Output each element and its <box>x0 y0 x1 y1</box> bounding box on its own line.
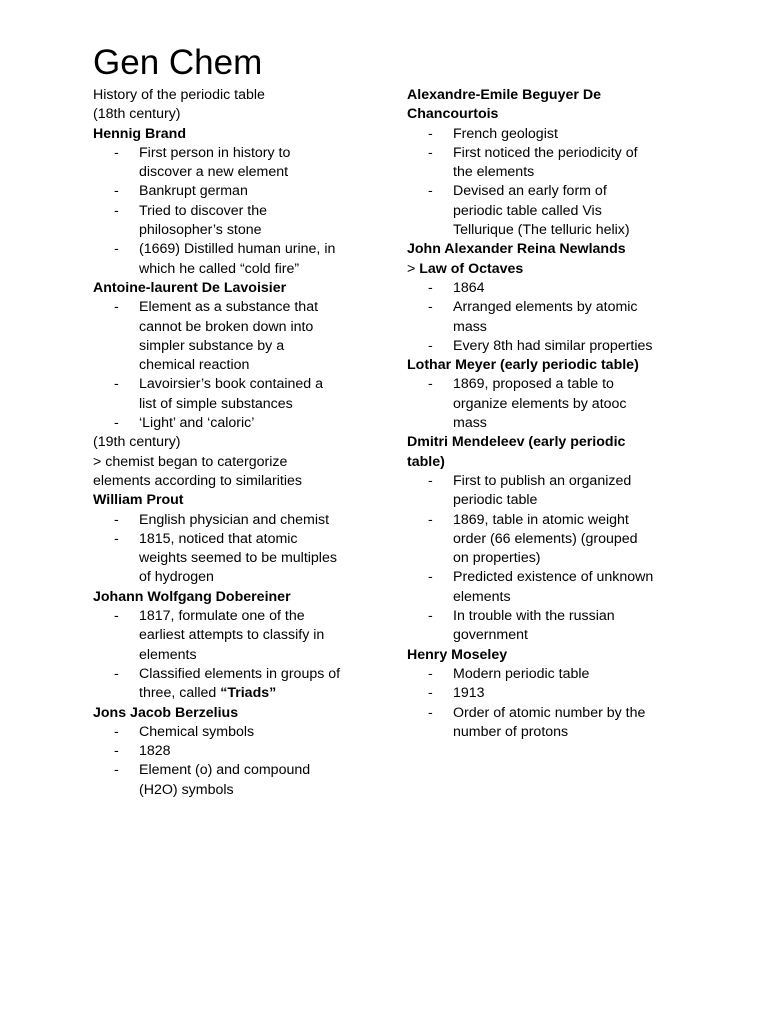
list-item-text: earliest attempts to classify in <box>139 627 325 644</box>
note-text: > chemist began to catergorize <box>93 453 288 470</box>
bullet-dash: - <box>114 299 119 316</box>
bullet-dash: - <box>114 415 119 432</box>
list-item-text: mass <box>453 415 487 432</box>
list-item-text: periodic table called Vis <box>453 202 602 219</box>
list-item <box>93 511 393 530</box>
list-item <box>407 182 707 240</box>
list-item <box>93 761 393 800</box>
bullet-dash: - <box>428 569 433 586</box>
bullet-dash: - <box>114 743 119 760</box>
list-item-text: order (66 elements) (grouped <box>453 530 638 547</box>
bullet-dash: - <box>428 665 433 682</box>
list-item-text: Devised an early form of <box>453 183 607 200</box>
note-line <box>407 260 707 279</box>
list-item <box>407 684 707 703</box>
list-item-text: Predicted existence of unknown <box>453 569 654 586</box>
list-item-text: weights seemed to be multiples <box>139 550 337 567</box>
list-item <box>407 337 707 356</box>
list-item-text: simpler substance by a <box>139 337 285 354</box>
bullet-dash: - <box>114 723 119 740</box>
list-item <box>93 414 393 433</box>
list-item <box>407 125 707 144</box>
bullet-dash: - <box>428 125 433 142</box>
bullet-dash: - <box>114 665 119 682</box>
list-item-text: Element as a substance that <box>139 299 319 316</box>
bullet-dash: - <box>428 279 433 296</box>
list-item-text: First to publish an organized <box>453 472 632 489</box>
list-item <box>93 202 393 241</box>
list-item <box>407 665 707 684</box>
page-title: Gen Chem <box>93 43 263 82</box>
bullet-dash: - <box>428 685 433 702</box>
list-item-text: First person in history to <box>139 144 291 161</box>
list-item-text: First noticed the periodicity of <box>453 144 638 161</box>
note-text: (18th century) <box>93 106 181 123</box>
bullet-dash: - <box>428 183 433 200</box>
list-item <box>407 298 707 337</box>
list-item-text: discover a new element <box>139 164 289 181</box>
list-item-text: ‘Light’ and ‘caloric’ <box>139 415 255 432</box>
bullet-dash: - <box>114 530 119 547</box>
list-item-text: Arranged elements by atomic <box>453 299 638 316</box>
note-text: (19th century) <box>93 434 181 451</box>
list-item-text: Order of atomic number by the <box>453 704 646 721</box>
list-item-text: Tellurique (The telluric helix) <box>453 222 630 239</box>
list-item-text: three, called <box>139 685 221 702</box>
list-item <box>407 511 707 569</box>
list-item-text: 1828 <box>139 743 171 760</box>
bullet-dash: - <box>114 202 119 219</box>
list-item-text: 1913 <box>453 685 485 702</box>
list-item-text: of hydrogen <box>139 569 214 586</box>
list-item-text: elements <box>453 588 511 605</box>
list-item-text: (H2O) symbols <box>139 781 234 798</box>
prefix-text: > <box>407 260 420 277</box>
section-heading: table) <box>407 453 445 470</box>
list-item-text: 1815, noticed that atomic <box>139 530 298 547</box>
subheading: Law of Octaves <box>419 260 524 277</box>
bullet-dash: - <box>114 608 119 625</box>
list-item-text: Tried to discover the <box>139 202 268 219</box>
list-item-text: Chemical symbols <box>139 723 255 740</box>
list-item-text: (1669) Distilled human urine, in <box>139 241 336 258</box>
list-item-text: Lavoirsier’s book contained a <box>139 376 324 393</box>
list-item-text: 1817, formulate one of the <box>139 608 305 625</box>
bullet-dash: - <box>114 183 119 200</box>
bullet-dash: - <box>428 337 433 354</box>
list-item-text: the elements <box>453 164 535 181</box>
list-item-text: organize elements by atooc <box>453 395 627 412</box>
section-heading: Hennig Brand <box>93 125 187 142</box>
list-item-text: 1869, table in atomic weight <box>453 511 629 528</box>
list-item-text: on properties) <box>453 550 541 567</box>
section-heading: William Prout <box>93 492 184 509</box>
left-column <box>93 86 393 800</box>
list-item-text: French geologist <box>453 125 558 142</box>
bullet-dash: - <box>428 376 433 393</box>
list-item-text: In trouble with the russian <box>453 608 615 625</box>
list-item <box>93 182 393 201</box>
list-item <box>93 665 393 704</box>
bullet-dash: - <box>428 511 433 528</box>
section-heading: Alexandre-Emile Beguyer De <box>407 87 601 103</box>
section-heading: Antoine-laurent De Lavoisier <box>93 279 287 296</box>
bullet-dash: - <box>428 608 433 625</box>
list-item <box>93 607 393 665</box>
bullet-dash: - <box>114 511 119 528</box>
list-item <box>407 375 707 433</box>
list-item-text: English physician and chemist <box>139 511 330 528</box>
list-item <box>93 144 393 183</box>
section-heading: Henry Moseley <box>407 646 508 663</box>
bullet-dash: - <box>428 704 433 721</box>
list-item <box>93 530 393 588</box>
note-text: elements according to similarities <box>93 472 302 489</box>
bullet-dash: - <box>114 241 119 258</box>
section-heading: John Alexander Reina Newlands <box>407 241 626 258</box>
section-heading: Johann Wolfgang Dobereiner <box>93 588 291 605</box>
list-item-text: 1864 <box>453 279 485 296</box>
list-item-text: 1869, proposed a table to <box>453 376 614 393</box>
list-item-text: Every 8th had similar properties <box>453 337 653 354</box>
list-item-text: philosopher’s stone <box>139 222 262 239</box>
note-text: History of the periodic table <box>93 87 265 103</box>
list-item <box>93 375 393 414</box>
list-item-text: Classified elements in groups of <box>139 665 341 682</box>
list-item-text: elements <box>139 646 197 663</box>
list-item <box>407 472 707 511</box>
list-item <box>93 298 393 375</box>
bullet-dash: - <box>114 376 119 393</box>
section-heading: Lothar Meyer (early periodic table) <box>407 357 639 374</box>
list-item-text: list of simple substances <box>139 395 293 412</box>
list-item-text: number of protons <box>453 723 569 740</box>
bullet-dash: - <box>114 762 119 779</box>
list-item-text: chemical reaction <box>139 357 250 374</box>
list-item <box>93 723 393 742</box>
list-item-text: Modern periodic table <box>453 665 590 682</box>
list-item-text: government <box>453 627 528 644</box>
list-item-text: which he called “cold fire” <box>139 260 300 277</box>
bullet-dash: - <box>428 299 433 316</box>
list-item-text: mass <box>453 318 487 335</box>
list-item <box>407 607 707 646</box>
section-heading: Dmitri Mendeleev (early periodic <box>407 434 626 451</box>
bullet-dash: - <box>114 144 119 161</box>
list-item-text: Element (o) and compound <box>139 762 311 779</box>
list-item <box>407 568 707 607</box>
list-item <box>407 279 707 298</box>
list-item-text: cannot be broken down into <box>139 318 314 335</box>
right-column <box>407 86 707 742</box>
section-heading: Jons Jacob Berzelius <box>93 704 239 721</box>
list-item-text: Bankrupt german <box>139 183 248 200</box>
list-item <box>93 742 393 761</box>
list-item <box>407 144 707 183</box>
list-item <box>407 704 707 743</box>
bullet-dash: - <box>428 472 433 489</box>
list-item <box>93 240 393 279</box>
section-heading: Chancourtois <box>407 106 499 123</box>
list-item-text-row <box>139 684 393 703</box>
emphasis-text: “Triads” <box>220 685 277 702</box>
list-item-text: periodic table <box>453 492 538 509</box>
bullet-dash: - <box>428 144 433 161</box>
